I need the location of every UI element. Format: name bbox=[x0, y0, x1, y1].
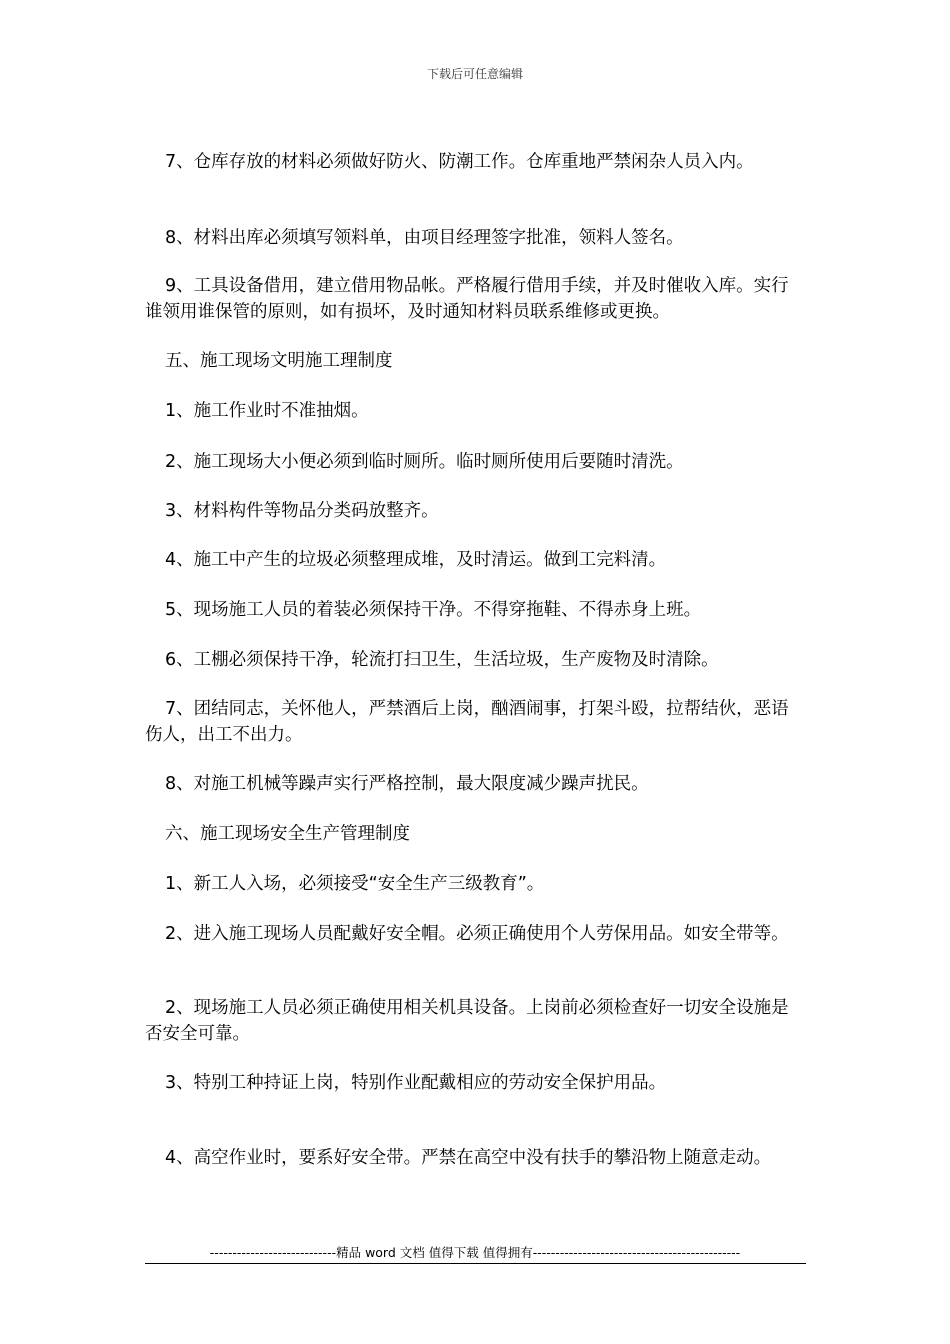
section-heading-civilized-construction: 五、施工现场文明施工理制度 bbox=[165, 351, 393, 371]
footer-rule bbox=[145, 1263, 806, 1264]
paragraph-dress-code: 5、现场施工人员的着装必须保持干净。不得穿拖鞋、不得赤身上班。 bbox=[165, 600, 702, 620]
paragraph-shed-cleaning: 6、工棚必须保持干净，轮流打扫卫生，生活垃圾，生产废物及时清除。 bbox=[165, 650, 719, 670]
paragraph-noise-control: 8、对施工机械等躁声实行严格控制，最大限度减少躁声扰民。 bbox=[165, 774, 649, 794]
paragraph-tool-borrowing: 9、工具设备借用，建立借用物品帐。严格履行借用手续，并及时催收入库。实行谁领用谁保管的原则，如有损坏，及时通知材料员联系维修或更换。 bbox=[145, 276, 789, 322]
page-footer: ----------------------------精品 word 文档 值得下载 值得拥有---------------------------------------------- bbox=[209, 1245, 741, 1260]
paragraph-safety-education: 1、新工人入场，必须接受“安全生产三级教育”。 bbox=[165, 874, 545, 894]
paragraph-no-smoking: 1、施工作业时不准抽烟。 bbox=[165, 401, 369, 421]
paragraph-garbage: 4、施工中产生的垃圾必须整理成堆，及时清运。做到工完料清。 bbox=[165, 550, 667, 570]
paragraph-warehouse-fire: 7、仓库存放的材料必须做好防火、防潮工作。仓库重地严禁闲杂人员入内。 bbox=[165, 152, 754, 172]
paragraph-equipment-use: 2、现场施工人员必须正确使用相关机具设备。上岗前必须检查好一切安全设施是否安全可靠。 bbox=[145, 998, 789, 1044]
paragraph-certified-work: 3、特别工种持证上岗，特别作业配戴相应的劳动安全保护用品。 bbox=[165, 1073, 667, 1093]
paragraph-material-stacking: 3、材料构件等物品分类码放整齐。 bbox=[165, 501, 439, 521]
page-header: 下载后可任意编辑 bbox=[426, 67, 523, 81]
paragraph-unity: 7、团结同志，关怀他人，严禁酒后上岗，酗酒闹事，打架斗殴，拉帮结伙，恶语伤人，出工不出力。 bbox=[145, 699, 789, 745]
paragraph-toilet: 2、施工现场大小便必须到临时厕所。临时厕所使用后要随时清洗。 bbox=[165, 452, 684, 472]
paragraph-safety-helmet: 2、进入施工现场人员配戴好安全帽。必须正确使用个人劳保用品。如安全带等。 bbox=[165, 924, 789, 944]
section-heading-safety-production: 六、施工现场安全生产管理制度 bbox=[165, 824, 410, 844]
paragraph-working-at-height: 4、高空作业时，要系好安全带。严禁在高空中没有扶手的攀沿物上随意走动。 bbox=[165, 1148, 772, 1168]
paragraph-material-outbound: 8、材料出库必须填写领料单，由项目经理签字批准，领料人签名。 bbox=[165, 228, 684, 248]
